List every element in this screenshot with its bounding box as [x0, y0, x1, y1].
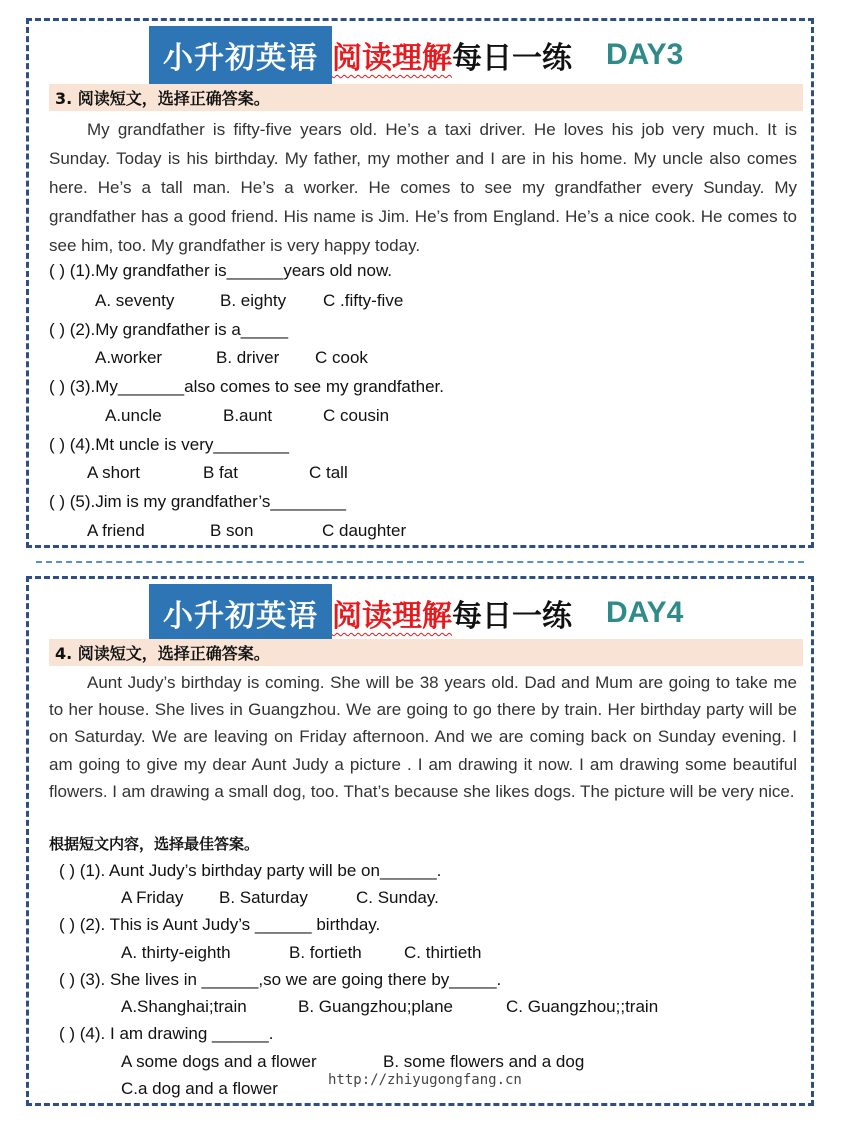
option-b: B. fortieth [289, 943, 362, 962]
question-3-options [105, 406, 389, 426]
title-blue-box: 小升初英语 [149, 584, 332, 642]
option-b: B. driver [216, 348, 280, 367]
question-2: ( ) (2).My grandfather is a_____ [49, 320, 289, 339]
option-b: B son [210, 521, 254, 540]
question-1-options [121, 888, 439, 908]
title-blue-box: 小升初英语 [149, 26, 332, 84]
exercise-card-day3 [26, 18, 814, 548]
option-b: B. eighty [220, 291, 287, 310]
option-c: C.a dog and a flower [121, 1079, 278, 1098]
footer-url: http://zhiyugongfang.cn [328, 1072, 522, 1088]
option-a: A. seventy [95, 291, 175, 310]
question-1-options [95, 291, 403, 311]
option-b: B. some flowers and a dog [383, 1052, 585, 1071]
question-3: ( ) (3). She lives in ______,so we are going there by_____. [59, 970, 502, 989]
question-2-options [121, 943, 481, 963]
card-separator [36, 561, 804, 563]
option-c: C. Sunday. [356, 888, 439, 907]
option-a: A Friday [121, 888, 184, 907]
question-3-options [121, 997, 658, 1017]
title-banner [149, 584, 683, 642]
option-c: C cook [315, 348, 368, 367]
option-c: C. Guangzhou;;train [506, 997, 659, 1016]
title-black-text: 每日一练 [452, 41, 572, 76]
option-c: C cousin [323, 406, 390, 425]
instruction-band: 3. 阅读短文，选择正确答案。 [49, 84, 803, 111]
option-a: A.uncle [105, 406, 162, 425]
sub-instruction: 根据短文内容，选择最佳答案。 [49, 835, 260, 853]
question-5: ( ) (5).Jim is my grandfather’s________ [49, 492, 347, 511]
title-day-label: DAY3 [606, 38, 684, 71]
reading-passage: Aunt Judy’s birthday is coming. She will be 38 years old. Dad and Mum are going to take me to her house. She lives in Guangzhou. We are going to go there by train. Her birthday party will be on Saturday. We are leaving on Friday afternoon. And we are coming back on Sunday evening. I am going to give my dear Aunt Judy a picture . I am drawing it now. I am drawing some beautiful flowers. I am drawing a small dog, too. That’s because she likes dogs. The picture will be very nice. [49, 673, 797, 801]
question-4-options-line2 [121, 1079, 278, 1099]
option-a: A.Shanghai;train [121, 997, 247, 1016]
reading-passage: My grandfather is fifty-five years old. He’s a taxi driver. He loves his job very much. It is Sunday. Today is his birthday. My father, my mother and I are in his home. My uncle also comes here. He’s a tall man. He’s a worker. He comes to see my grandfather every Sunday. My grandfather has a good friend. His name is Jim. He’s from England. He’s a nice cook. He comes to see him, too. My grandfather is very happy today. [49, 120, 797, 255]
option-b: B. Saturday [219, 888, 308, 907]
title-red-text: 阅读理解 [332, 599, 452, 634]
option-a: A some dogs and a flower [121, 1052, 317, 1071]
title-black-text: 每日一练 [452, 599, 572, 634]
question-4-options [87, 463, 348, 483]
question-1: ( ) (1).My grandfather is______years old now. [49, 261, 393, 280]
question-4: ( ) (4). I am drawing ______. [59, 1024, 274, 1043]
option-b: B. Guangzhou;plane [298, 997, 454, 1016]
option-c: C .fifty-five [323, 291, 404, 310]
option-b: B fat [203, 463, 238, 482]
instruction-band: 4. 阅读短文，选择正确答案。 [49, 639, 803, 666]
question-1: ( ) (1). Aunt Judy’s birthday party will be on______. [59, 861, 442, 880]
option-a: A.worker [95, 348, 163, 367]
question-4-options [121, 1052, 584, 1072]
option-a: A friend [87, 521, 145, 540]
option-c: C. thirtieth [404, 943, 482, 962]
question-2-options [95, 348, 368, 368]
question-4: ( ) (4).Mt uncle is very________ [49, 435, 289, 454]
question-3: ( ) (3).My_______also comes to see my grandfather. [49, 377, 444, 396]
option-a: A short [87, 463, 140, 482]
question-2: ( ) (2). This is Aunt Judy’s ______ birthday. [59, 915, 381, 934]
title-red-text: 阅读理解 [332, 41, 452, 76]
title-day-label: DAY4 [606, 596, 684, 629]
option-b: B.aunt [223, 406, 273, 425]
option-c: C tall [309, 463, 348, 482]
option-a: A. thirty-eighth [121, 943, 231, 962]
question-5-options [87, 521, 406, 541]
exercise-card-day4 [26, 576, 814, 1106]
title-banner [149, 26, 683, 84]
option-c: C daughter [322, 521, 407, 540]
